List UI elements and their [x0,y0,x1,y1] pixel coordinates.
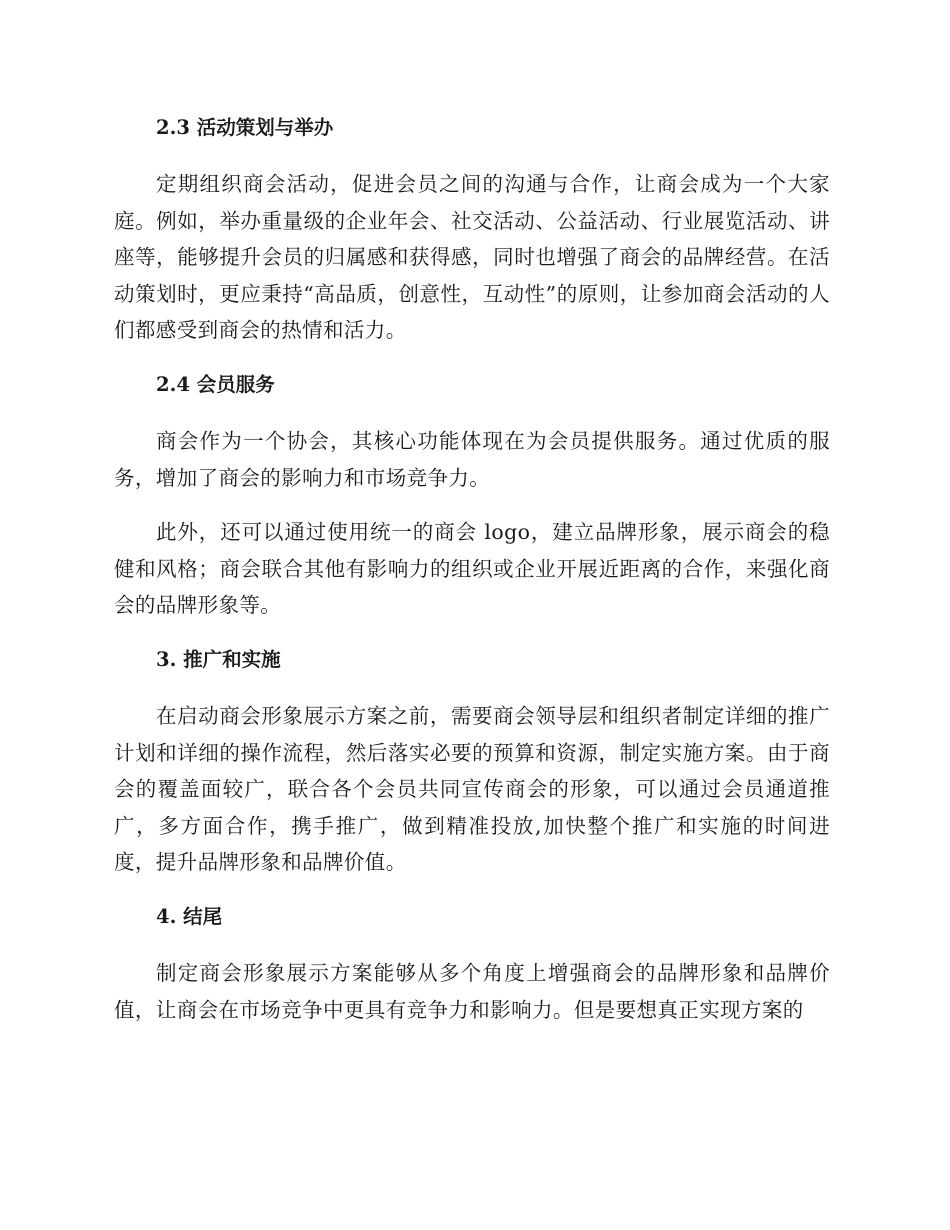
paragraph-promotion: 在启动商会形象展示方案之前，需要商会领导层和组织者制定详细的推广计划和详细的操作流程，然后落实必要的预算和资源，制定实施方案。由于商会的覆盖面较广，联合各个会员共同宣传商会的形象，可以通过会员通道推广，多方面合作，携手推广，做到精准投放,加快整个推广和实施的时间进度，提升品牌形象和品牌价值。 [114,703,830,875]
paragraph-member-service: 商会作为一个协会，其核心功能体现在为会员提供服务。通过优质的服务，增加了商会的影响力和市场竞争力。 [114,428,830,490]
section-heading-2-3: 2.3 活动策划与举办 [156,116,334,139]
section-heading-3: 3. 推广和实施 [156,647,281,671]
paragraph-activity-planning: 定期组织商会活动，促进会员之间的沟通与合作，让商会成为一个大家庭。例如，举办重量级的企业年会、社交活动、公益活动、行业展览活动、讲座等，能够提升会员的归属感和获得感，同时也增强了商会的品牌经营。在活动策划时，更应秉持“高品质，创意性，互动性”的原则，让参加商会活动的人们都感受到商会的热情和活力。 [114,172,830,343]
document-page [114,110,830,1028]
section-heading-2-4: 2.4 会员服务 [156,372,275,396]
paragraph-brand-image: 此外，还可以通过使用统一的商会 logo，建立品牌形象，展示商会的稳健和风格；商会联合其他有影响力的组织或企业开展近距离的合作，来强化商会的品牌形象等。 [114,520,830,618]
paragraph-conclusion: 制定商会形象展示方案能够从多个角度上增强商会的品牌形象和品牌价值，让商会在市场竞争中更具有竞争力和影响力。但是要想真正实现方案的 [114,960,830,1022]
section-heading-4: 4. 结尾 [156,904,223,928]
